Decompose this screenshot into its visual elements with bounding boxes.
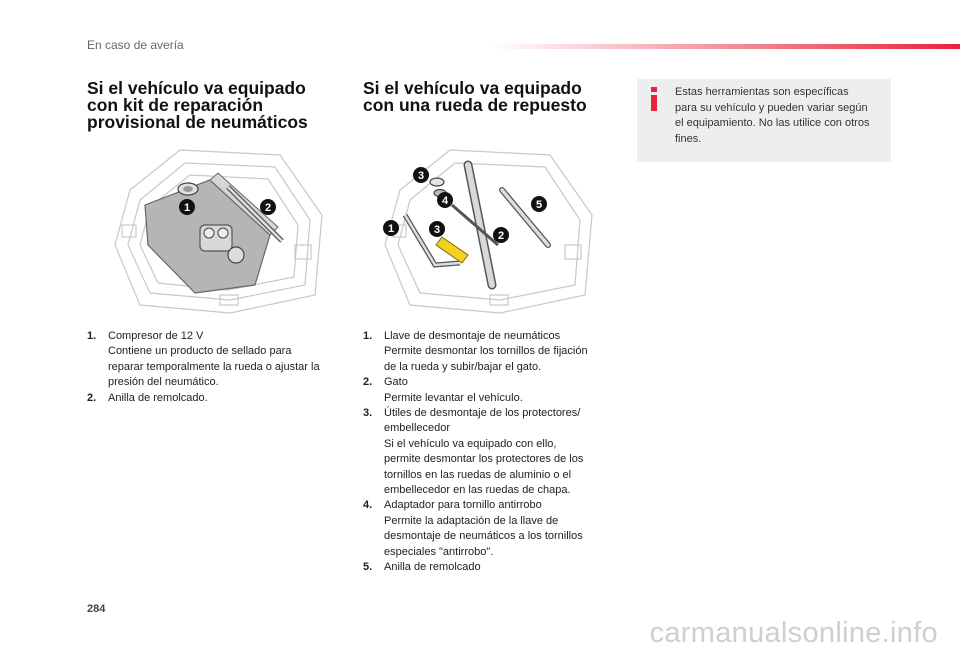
item-line: Llave de desmontaje de neumáticos [384, 330, 561, 342]
item-line: Permite la adaptación de la llave de [384, 514, 559, 527]
item-number: 1. [363, 330, 373, 342]
item-line: Gato [384, 376, 408, 389]
header-accent-line [490, 44, 960, 49]
callout-label: 1 [183, 202, 191, 214]
callout-label: 5 [535, 199, 543, 211]
item-line: presión del neumático. [108, 376, 219, 389]
repair-kit-illustration [110, 145, 328, 315]
heading-line: Si el vehículo va equipado [363, 78, 582, 98]
item-number: 1. [87, 330, 97, 342]
list-item [87, 329, 342, 391]
page-number: 284 [87, 603, 106, 615]
item-line: reparar temporalmente la rueda o ajustar la [108, 360, 320, 373]
item-line: especiales "antirrobo". [384, 545, 494, 558]
item-line: embellecedor [384, 422, 451, 435]
callout-label: 1 [387, 223, 395, 235]
info-line: el equipamiento. No las utilice con otros [675, 117, 870, 129]
item-line: permite desmontar los protectores de los [384, 453, 584, 466]
info-line: para su vehículo y pueden variar según [675, 101, 868, 114]
repair-kit-list [87, 329, 342, 406]
list-item [363, 406, 613, 498]
item-line: Anilla de remolcado [384, 561, 481, 574]
spare-wheel-list [363, 329, 613, 576]
item-number: 4. [363, 499, 373, 512]
heading-spare-wheel [363, 80, 587, 114]
list-item [363, 498, 613, 560]
info-icon [649, 87, 659, 111]
heading-line: Si el vehículo va equipado [87, 78, 306, 98]
list-item [363, 560, 613, 575]
info-text [675, 85, 887, 147]
info-box [637, 79, 891, 162]
info-line: Estas herramientas son específicas [675, 86, 849, 98]
callout-label: 2 [264, 202, 272, 214]
item-number: 3. [363, 407, 373, 420]
callout-label: 3 [417, 170, 425, 182]
item-line: Adaptador para tornillo antirrobo [384, 499, 542, 512]
watermark: carmanualsonline.info [649, 617, 938, 649]
item-line: Permite desmontar los tornillos de fijación [384, 345, 588, 358]
spare-wheel-tools-illustration [380, 145, 598, 315]
item-line: embellecedor en las ruedas de chapa. [384, 484, 571, 497]
item-number: 5. [363, 561, 373, 574]
item-line: tornillos en las ruedas de aluminio o el [384, 468, 572, 481]
item-line: Compresor de 12 V [108, 330, 204, 342]
heading-line: con kit de reparación [87, 95, 264, 115]
item-line: Útiles de desmontaje de los protectores/ [384, 407, 581, 420]
item-number: 2. [363, 376, 373, 389]
item-number: 2. [87, 391, 97, 404]
item-line: de la rueda y subir/bajar el gato. [384, 360, 542, 373]
list-item [87, 391, 342, 406]
callout-label: 2 [497, 230, 505, 242]
list-item [363, 375, 613, 406]
item-line: Contiene un producto de sellado para [108, 345, 292, 358]
callout-label: 4 [441, 195, 449, 207]
heading-repair-kit [87, 80, 308, 131]
item-line: Si el vehículo va equipado con ello, [384, 437, 557, 450]
item-line: desmontaje de neumáticos a los tornillos [384, 530, 583, 543]
list-item [363, 329, 613, 375]
heading-line: con una rueda de repuesto [363, 95, 587, 115]
item-line: Permite levantar el vehículo. [384, 391, 523, 404]
heading-line: provisional de neumáticos [87, 112, 308, 132]
info-line: fines. [675, 132, 702, 145]
item-line: Anilla de remolcado. [108, 391, 208, 404]
callout-label: 3 [433, 224, 441, 236]
section-label: En caso de avería [87, 38, 184, 52]
